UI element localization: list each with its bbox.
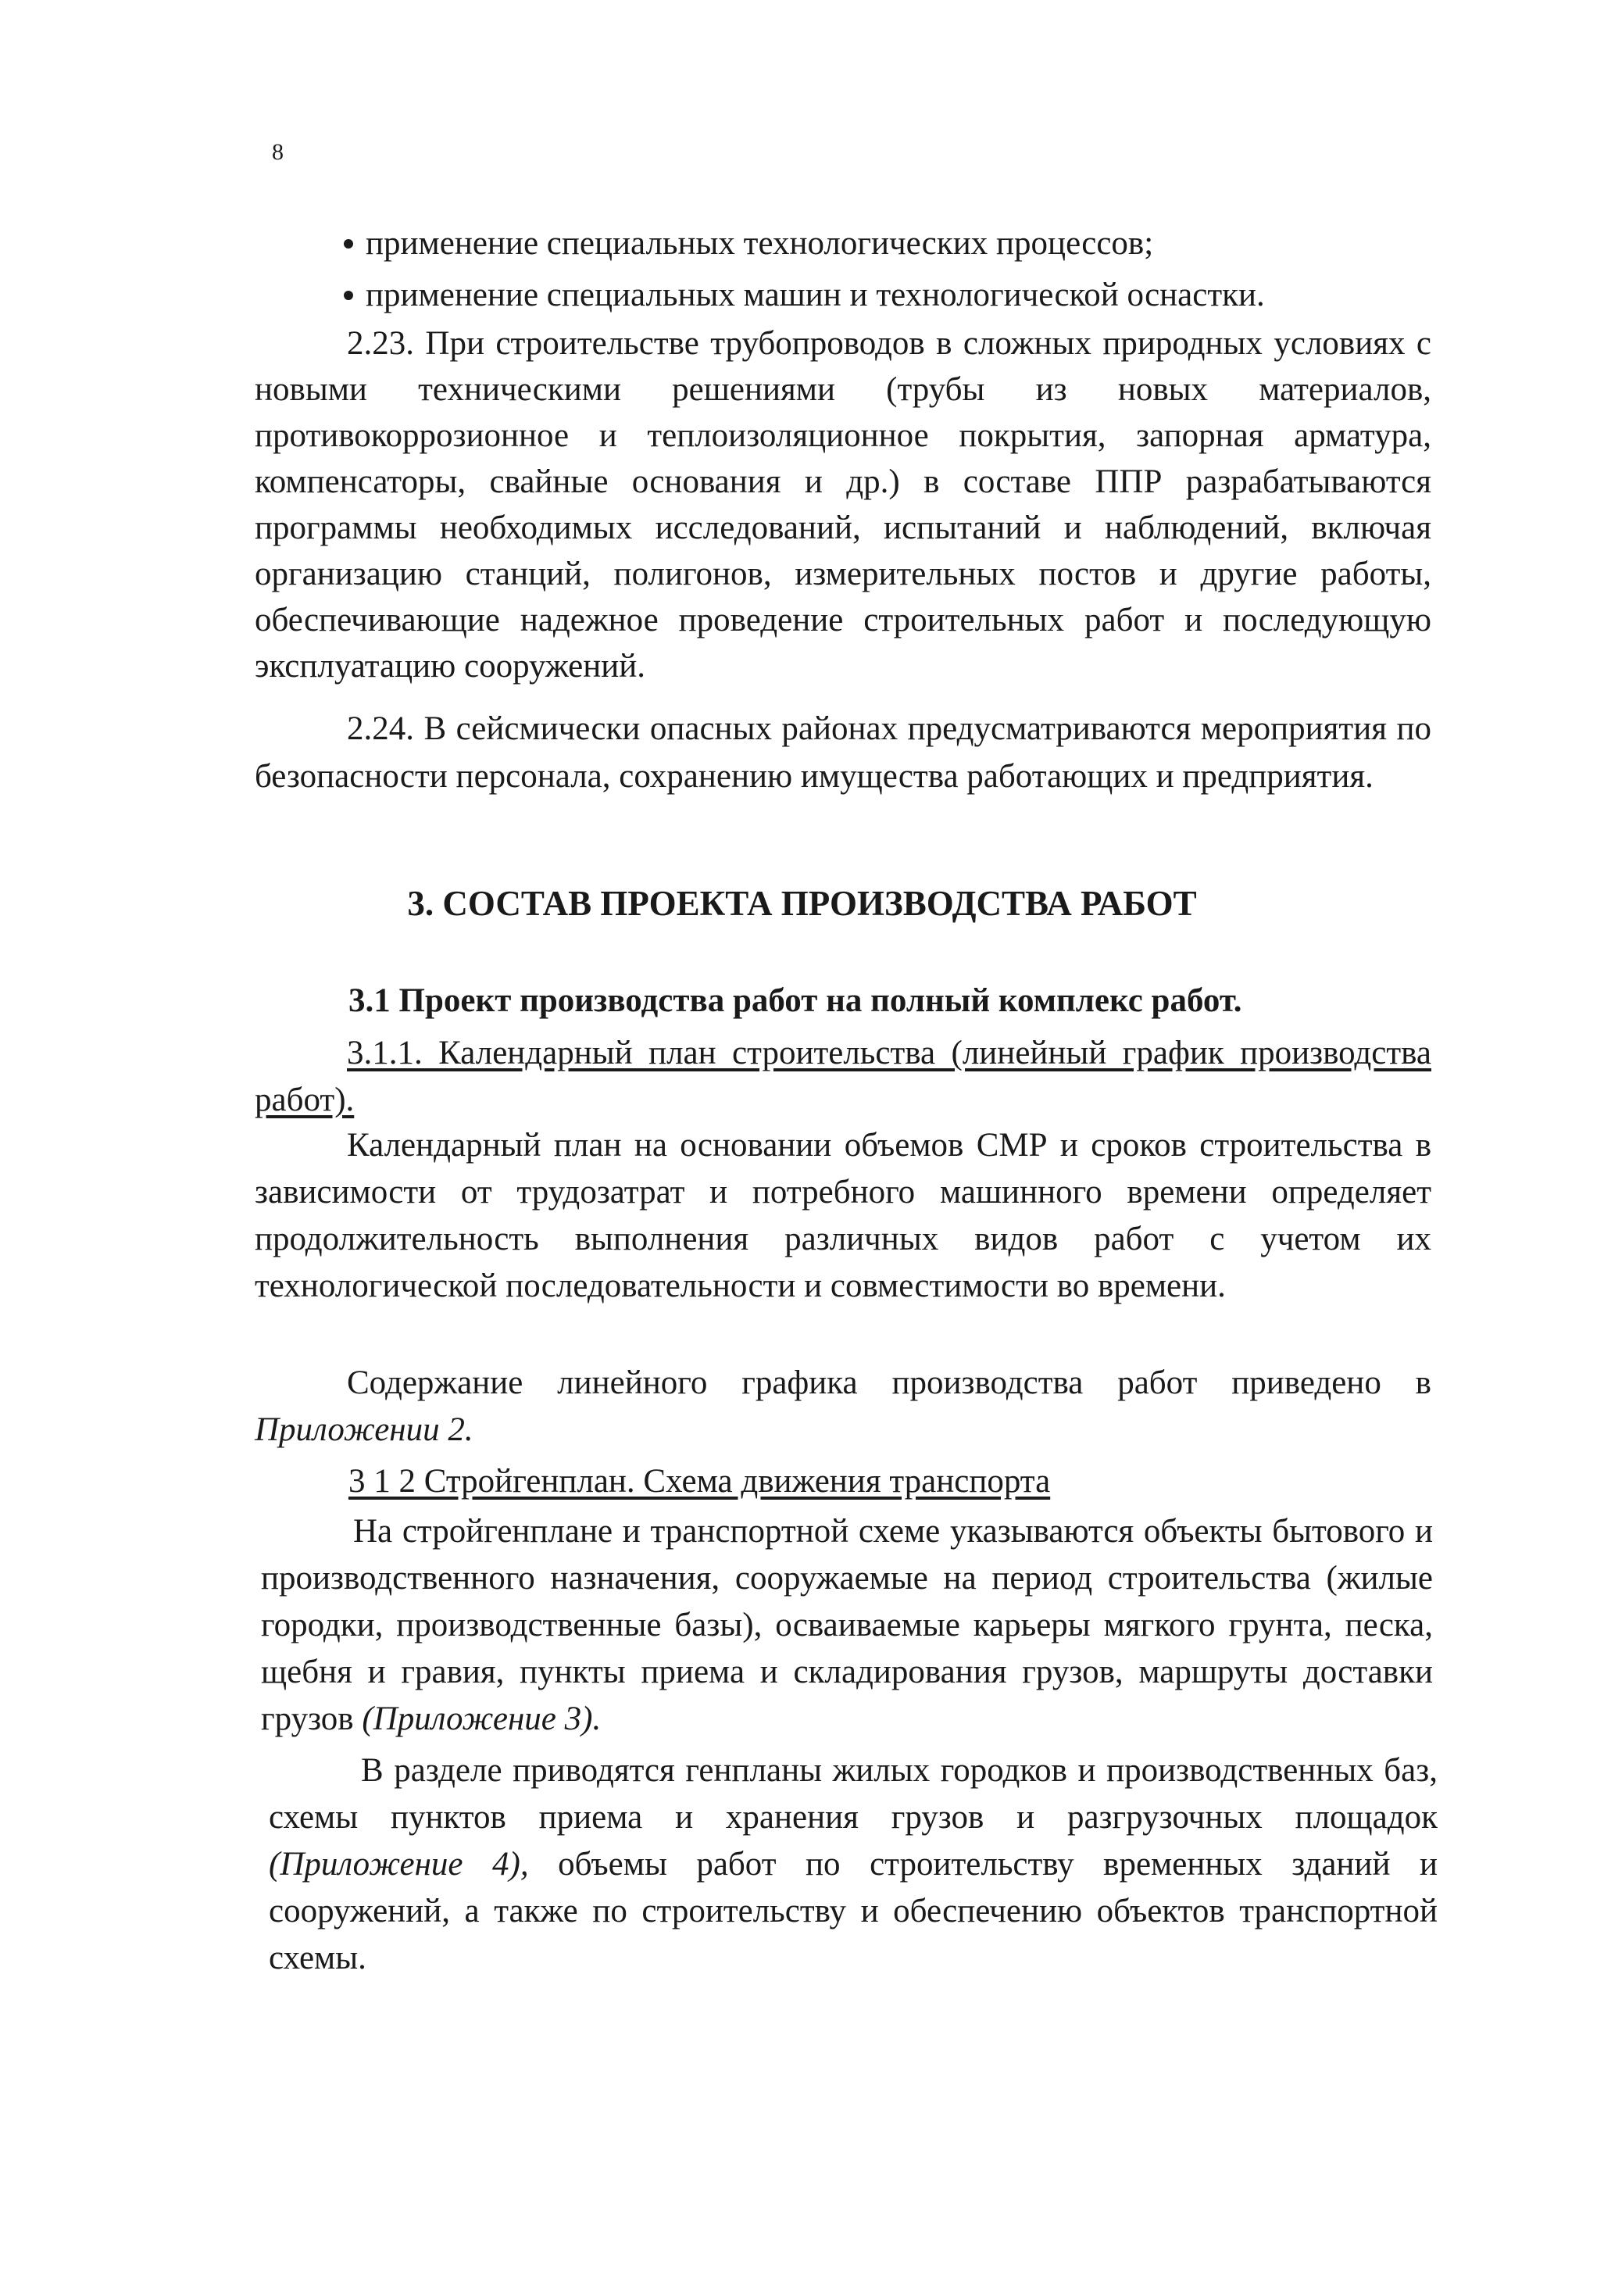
paragraph-2-23: [255, 320, 1431, 689]
item-3-1-2-title: [348, 1458, 1050, 1505]
section-title: 3. СОСТАВ ПРОЕКТА ПРОИЗВОДСТВА РАБОТ: [407, 884, 1197, 923]
appendix-reference: Приложении 2.: [255, 1411, 473, 1448]
item-title-text: 3.1.1. Календарный план строительства (линейный график производства работ).: [255, 1035, 1431, 1118]
paragraph-text: объемы работ по строительству временных зданий и сооружений, а также по строительству и обеспечению объектов транспортной схемы.: [269, 1846, 1438, 1976]
paragraph-text: Календарный план на основании объемов СМР и сроков строительства в зависимости от трудозатрат и потребного машинного времени определяет продолжительность выполнения различных видов работ с учетом их технологической последовательности и совместимости во времени.: [255, 1127, 1431, 1304]
item-title-text: 3 1 2 Стройгенплан. Схема движения транспорта: [348, 1463, 1051, 1500]
bullet-text: применение специальных машин и технологической оснастки.: [366, 277, 1265, 313]
page-number: 8: [272, 139, 284, 165]
bullet-icon: [344, 291, 353, 300]
bullet-icon: [344, 239, 353, 249]
paragraph-text: В разделе приводятся генпланы жилых городков и производственных баз, схемы пунктов приема и хранения грузов и разгрузочных площадок: [269, 1752, 1438, 1836]
subsection-title: 3.1 Проект производства работ на полный комплекс работ.: [348, 982, 1242, 1019]
paragraph-stroygenplan: [261, 1508, 1433, 1743]
paragraph-2-24: [255, 705, 1431, 800]
paragraph-calendar-plan: [255, 1122, 1431, 1310]
item-3-1-1-title: [255, 1030, 1431, 1124]
paragraph-content: [255, 1360, 1431, 1454]
bullet-item: [344, 272, 1265, 319]
paragraph-text: Содержание линейного графика производства работ приведено в: [347, 1364, 1431, 1401]
paragraph-text: На стройгенплане и транспортной схеме указываются объекты бытового и производственного назначения, сооружаемые на период строительства (жилые городки, производственные базы), осваиваемые карьеры мягкого грунта, песка, щебня и гравия, пункты приема и складирования грузов, маршруты доставки грузов: [261, 1513, 1433, 1737]
paragraph-text: 2.24. В сейсмически опасных районах предусматриваются мероприятия по безопасности персонала, сохранению имущества работающих и предприятия.: [255, 710, 1431, 795]
paragraph-text: 2.23. При строительстве трубопроводов в сложных природных условиях с новыми техническими решениями (трубы из новых материалов, противокоррозионное и теплоизоляционное покрытия, запорная арматура, компенсаторы, свайные основания и др.) в составе ППР разрабатываются программы необходимых исследований, испытаний и наблюдений, включая организацию станций, полигонов, измерительных постов и другие работы, обеспечивающие надежное проведение строительных работ и последующую эксплуатацию сооружений.: [255, 325, 1431, 685]
appendix-reference: (Приложение 4),: [269, 1846, 529, 1883]
paragraph-section-plans: [269, 1747, 1438, 1982]
bullet-item: [344, 220, 1153, 267]
bullet-text: применение специальных технологических процессов;: [366, 225, 1154, 262]
appendix-reference: (Приложение 3).: [362, 1701, 602, 1737]
